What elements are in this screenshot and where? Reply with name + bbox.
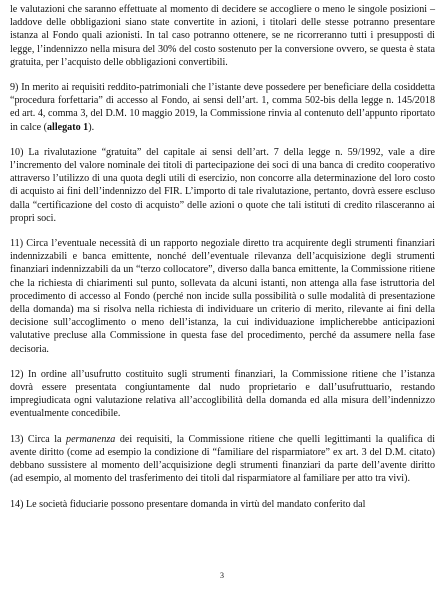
paragraph-13-lead: 13) Circa la xyxy=(10,433,67,445)
paragraph-13-italic: permanenza xyxy=(66,433,116,445)
paragraph-11: 11) Circa l’eventuale necessità di un rapporto negoziale diretto tra acquirente degli strumenti finanziari indennizzabili e banca emittente, nonché dell’eventuale rilevanza dell’acquisizione degli strumenti finanziari indennizzabili da un “terzo collocatore”, diverso dalla banca emittente, la Commissione ritiene che la richiesta di chiarimenti sul punto, sollevata da alcuni istanti, non attenga alla fase istruttoria del procedimento di accesso al Fondo (perché non incide sulla possibilità o sulle modalità di presentazione della domanda) ma si risolva nella richiesta di individuare un criterio di merito, rilevante ai fini della decisione sull’accoglimento o meno dell’istanza, la cui individuazione implicherebbe anticipazioni valutative precluse alla Commissione in questa fase del procedimento, perché da assumere nella fase decisoria. xyxy=(10,238,435,355)
paragraph-14: 14) Le società fiduciarie possono presentare domanda in virtù del mandato conferito dal xyxy=(10,498,366,510)
paragraph-13-rest: dei requisiti, la Commissione ritiene che quelli legittimanti la qualifica di avente diritto (come ad esempio la condizione di “familiare del risparmiatore” ex art. 3 del D.M. citato) debbano sussistere al momento dell’acquisizione degli strumenti finanziari da parte dell’avente diritto (ad esempio, al momento del trasferimento dei titoli dal risparmiatore al familiare per atto tra vivi). xyxy=(10,433,435,485)
paragraph-9-tail: ). xyxy=(88,121,95,133)
page-number: 3 xyxy=(220,571,224,580)
paragraph-10: 10) La rivalutazione “gratuita” del capitale ai sensi dell’art. 7 della legge n. 59/1992, vale a dire l’incremento del valore nominale dei titoli di partecipazione dei soci di una banca di credito cooperativo attraverso l’utilizzo di una quota degli utili di esercizio, non concorre alla determinazione del loro costo di acquisto ai fini dell’indennizzo del FIR. L’importo di tale rivalutazione, pertanto, dovrà essere escluso dalla “certificazione del costo di acquisto” delle azioni o quote che tali istituti di credito rilasceranno ai propri soci. xyxy=(10,146,435,224)
paragraph-9-attachment-ref: allegato 1 xyxy=(46,121,89,133)
paragraph-continuation: le valutazioni che saranno effettuate al momento di decidere se accogliere o meno le singole posizioni – laddove delle obbligazioni siano state convertite in azioni, i titolari delle stesse potranno presentare istanza al Fondo quali azionisti. In tal caso potranno ottenere, se ne ricorreranno tutti i presupposti di legge, l’indennizzo nella misura del 30% del costo sostenuto per la conversione ovvero, se questa è stata gratuita, per l’acquisto delle obbligazioni convertibili. xyxy=(10,4,435,68)
paragraph-9-text: 9) In merito ai requisiti reddito-patrimoniali che l’istante deve possedere per beneficiare della cosiddetta “procedura forfettaria” di accesso al Fondo, ai sensi dell’art. 1, comma 502-bis della legge n. 145/2018 ed art. 4, comma 3, del D.M. 10 maggio 2019, la Commissione rinvia al contenuto dell’appunto riportato in calce ( xyxy=(10,82,435,133)
paragraph-13 xyxy=(10,433,435,486)
paragraph-12: 12) In ordine all’usufrutto costituito sugli strumenti finanziari, la Commissione ritiene che l’istanza dovrà essere presentata congiuntamente dal nudo proprietario e dall’usufruttuario, restando impregiudicata ogni valutazione relativa all’accoglibilità della domanda ed alla misura dell’indennizzo eventualmente concedibile. xyxy=(10,368,435,420)
paragraph-9 xyxy=(10,81,435,134)
